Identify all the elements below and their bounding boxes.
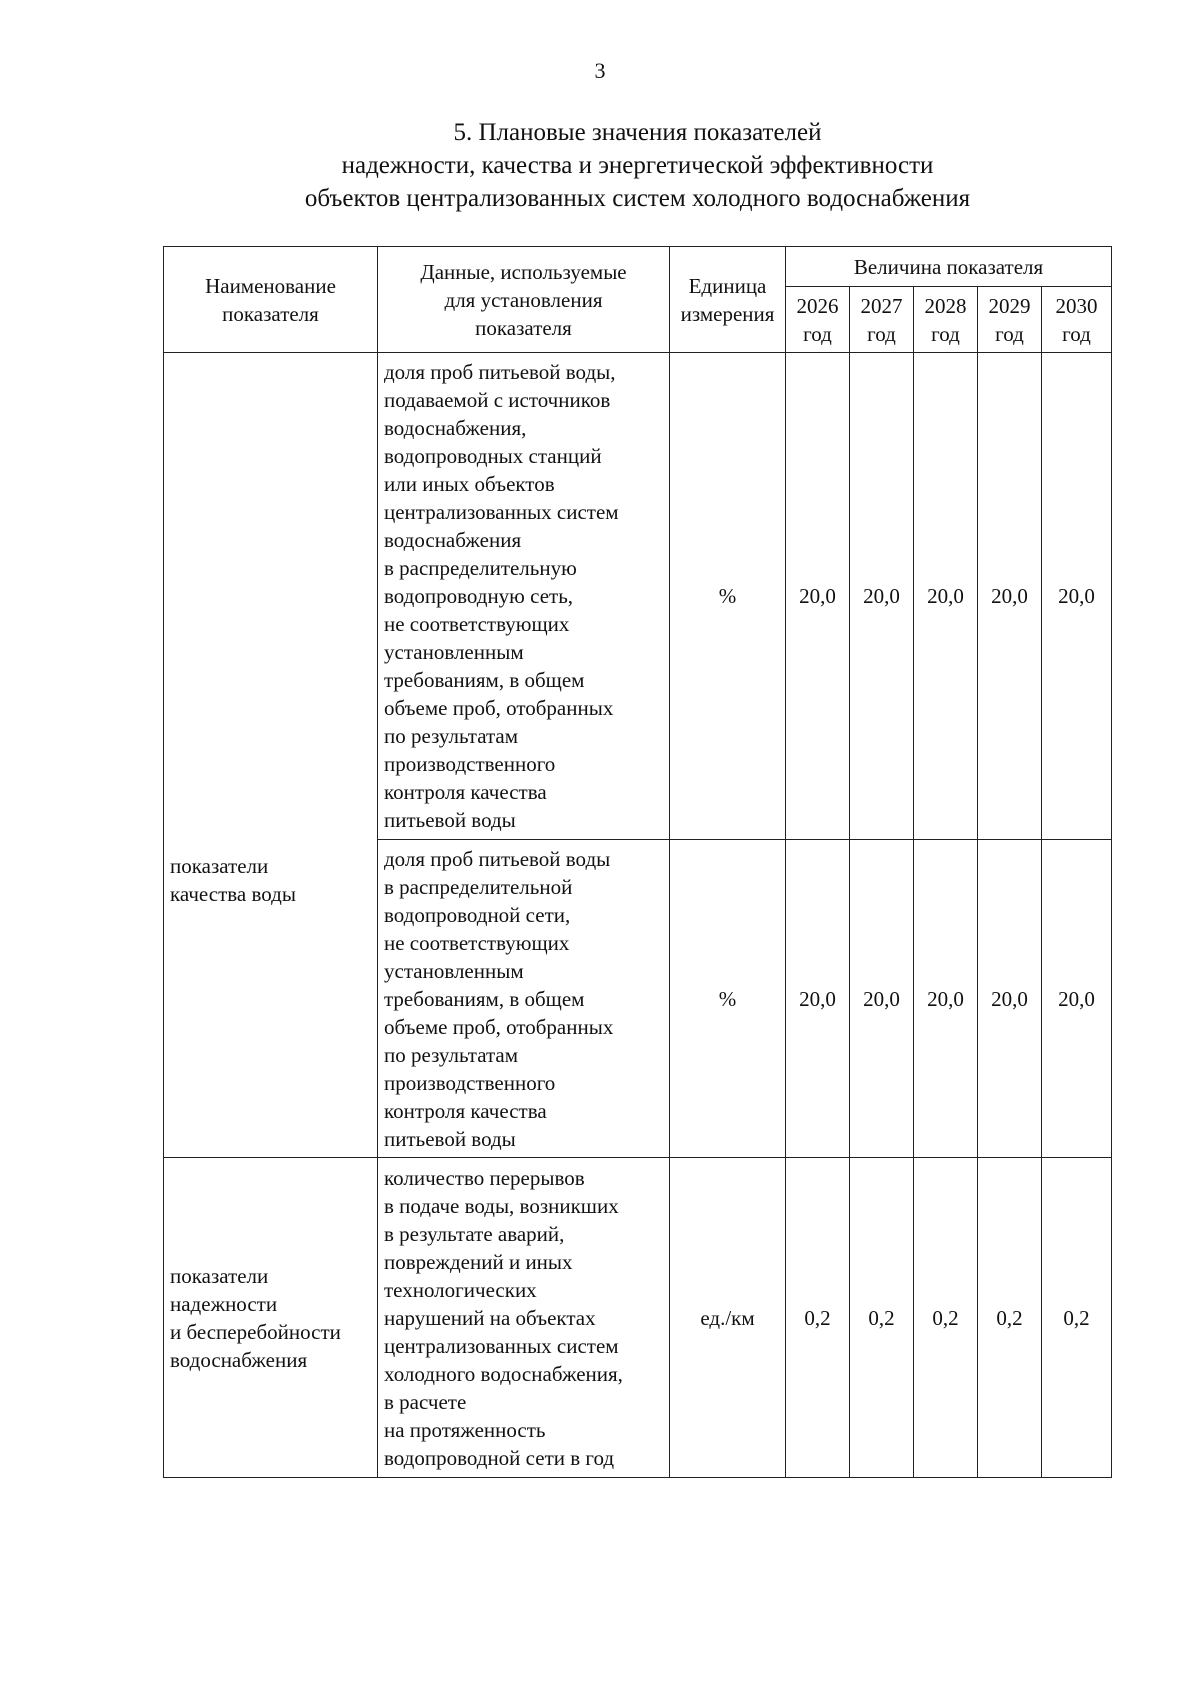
row-unit: ед./км <box>670 1158 786 1478</box>
row-description: доля проб питьевой воды, подаваемой с источников водоснабжения, водопроводных станций или иных объектов централизованных систем водоснабжения в распределительную водопроводную сеть, не соответствующих установленным требованиям, в общем объеме проб, отобранных по результатам производственного контроля качества питьевой воды <box>378 353 670 840</box>
row-value-2026: 20,0 <box>786 353 850 840</box>
header-year-2026: 2026 год <box>786 287 850 353</box>
table-row <box>164 353 1112 840</box>
header-data-used: Данные, используемые для установления показателя <box>378 247 670 353</box>
header-year-2028: 2028 год <box>914 287 978 353</box>
indicator-water-quality: показатели качества воды <box>164 353 378 1158</box>
row-value-2029: 20,0 <box>978 840 1042 1158</box>
row-value-2030: 20,0 <box>1042 353 1112 840</box>
header-year-2030: 2030 год <box>1042 287 1112 353</box>
row-value-2028: 20,0 <box>914 840 978 1158</box>
row-value-2029: 20,0 <box>978 353 1042 840</box>
row-unit: % <box>670 353 786 840</box>
row-value-2027: 0,2 <box>850 1158 914 1478</box>
row-description: доля проб питьевой воды в распределительной водопроводной сети, не соответствующих установленным требованиям, в общем объеме проб, отобранных по результатам производственного контроля качества питьевой воды <box>378 840 670 1158</box>
indicators-table <box>163 246 1112 1478</box>
row-description: количество перерывов в подаче воды, возникших в результате аварий, повреждений и иных технологических нарушений на объектах централизованных систем холодного водоснабжения, в расчете на протяженность водопроводной сети в год <box>378 1158 670 1478</box>
header-row-1 <box>164 247 1112 287</box>
header-value: Величина показателя <box>786 247 1112 287</box>
section-heading <box>160 116 1115 215</box>
row-value-2026: 0,2 <box>786 1158 850 1478</box>
heading-line-1: 5. Плановые значения показателей <box>453 119 822 146</box>
header-year-2027: 2027 год <box>850 287 914 353</box>
header-indicator: Наименование показателя <box>164 247 378 353</box>
row-value-2030: 20,0 <box>1042 840 1112 1158</box>
row-value-2029: 0,2 <box>978 1158 1042 1478</box>
row-value-2026: 20,0 <box>786 840 850 1158</box>
row-value-2027: 20,0 <box>850 353 914 840</box>
row-value-2027: 20,0 <box>850 840 914 1158</box>
indicator-reliability: показатели надежности и бесперебойности водоснабжения <box>164 1158 378 1478</box>
header-unit: Единица измерения <box>670 247 786 353</box>
row-value-2028: 0,2 <box>914 1158 978 1478</box>
table-row <box>164 1158 1112 1478</box>
heading-line-2: надежности, качества и энергетической эффективности <box>341 152 934 179</box>
row-value-2030: 0,2 <box>1042 1158 1112 1478</box>
row-unit: % <box>670 840 786 1158</box>
row-value-2028: 20,0 <box>914 353 978 840</box>
heading-line-3: объектов централизованных систем холодного водоснабжения <box>304 185 971 212</box>
header-year-2029: 2029 год <box>978 287 1042 353</box>
page-number: 3 <box>594 58 606 83</box>
